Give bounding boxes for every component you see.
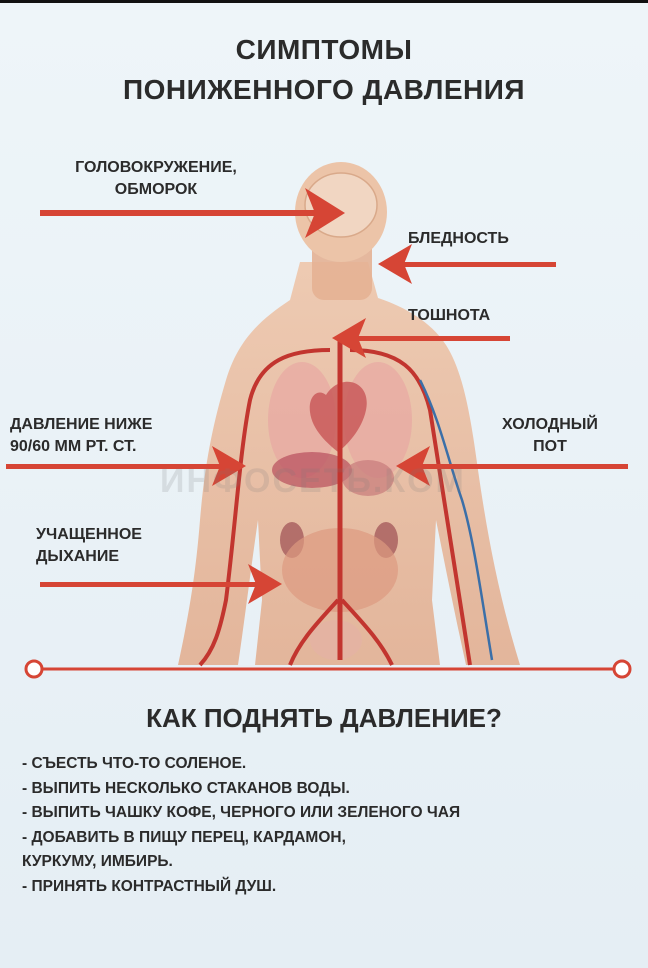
label-pallor: БЛЕДНОСТЬ [408, 230, 509, 247]
tip-item: - ДОБАВИТЬ В ПИЩУ ПЕРЕЦ, КАРДАМОН, [22, 828, 346, 846]
tip-item: - ПРИНЯТЬ КОНТРАСТНЫЙ ДУШ. [22, 877, 277, 895]
label-cold-sweat [470, 414, 630, 458]
arrow-nausea-shaft [350, 336, 510, 341]
tip-item: - ВЫПИТЬ НЕСКОЛЬКО СТАКАНОВ ВОДЫ. [22, 779, 350, 797]
tip-item: КУРКУМУ, ИМБИРЬ. [22, 853, 173, 870]
tips-list [22, 752, 632, 899]
title-line-1: СИМПТОМЫ [235, 34, 413, 65]
arrow-breathing-shaft [40, 582, 266, 587]
label-nausea: ТОШНОТА [408, 307, 491, 324]
label-breathing [36, 524, 236, 568]
title-line-2: ПОНИЖЕННОГО ДАВЛЕНИЯ [123, 74, 525, 105]
label-pressure-line2: 90/60 ММ РТ. СТ. [10, 438, 137, 455]
label-pressure [10, 414, 210, 458]
divider-circle-right [614, 661, 630, 677]
label-cold-sweat-line2: ПОТ [533, 438, 567, 455]
tips-title: КАК ПОДНЯТЬ ДАВЛЕНИЕ? [146, 703, 502, 733]
label-dizziness-line1: ГОЛОВОКРУЖЕНИЕ, [75, 159, 237, 176]
label-dizziness [36, 157, 276, 201]
label-dizziness-line2: ОБМОРОК [114, 181, 198, 198]
label-breathing-line1: УЧАЩЕННОЕ [36, 526, 142, 543]
tip-item: - СЪЕСТЬ ЧТО-ТО СОЛЕНОЕ. [22, 755, 247, 772]
bladder [310, 620, 362, 660]
arrow-pallor-shaft [392, 262, 556, 267]
label-pressure-line1: ДАВЛЕНИЕ НИЖЕ [10, 416, 153, 433]
label-cold-sweat-line1: ХОЛОДНЫЙ [502, 416, 598, 433]
tip-item: - ВЫПИТЬ ЧАШКУ КОФЕ, ЧЕРНОГО ИЛИ ЗЕЛЕНОГО ЧАЯ [22, 804, 461, 821]
arrow-dizziness-shaft [40, 210, 320, 216]
label-breathing-line2: ДЫХАНИЕ [36, 548, 120, 565]
divider-circle-left [26, 661, 42, 677]
watermark: ИНФОСЕТЬ.КОМ [160, 462, 466, 500]
